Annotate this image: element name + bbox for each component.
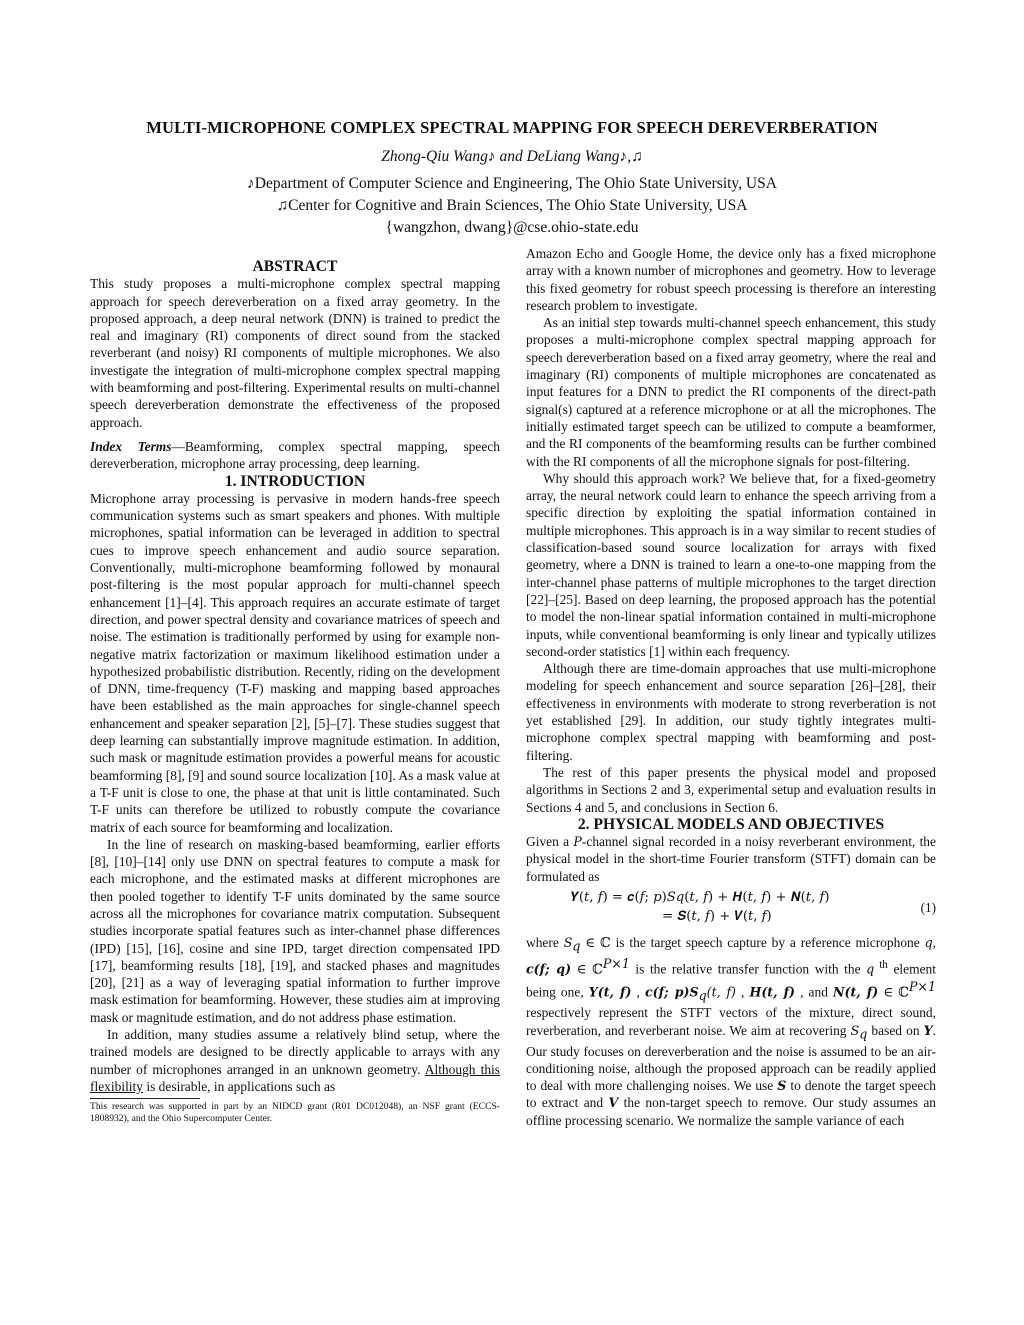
abstract-heading: ABSTRACT: [252, 258, 338, 275]
def-Sq2-sub: q: [859, 1026, 868, 1042]
def-cS-args: (t, f): [706, 984, 736, 1000]
def-q: q: [924, 934, 933, 950]
right-paragraph-5: The rest of this paper presents the physical model and proposed algorithms in Sections 2 and 3, experimental setup and evaluation results in Sections 4 and 5, and conclusions in Section 6.: [526, 764, 936, 815]
right-paragraph-2: As an initial step towards multi-channel speech enhancement, this study proposes a multi-microphone complex spectral mapping approach for speech dereverberation based on a fixed array geometry, where the real and imaginary (RI) components of multiple microphones are concatenated as input features for a DNN to predict the RI components of the direct-path signal(s) captured at a reference microphone or at all the microphones. The initially estimated target speech can be utilized to compute a beamformer, and the RI components of the beamforming results can be further combined with the RI components of all the microphone signals for post-filtering.: [526, 315, 936, 469]
right-paragraph-4: Although there are time-domain approaches that use multi-microphone modeling for speech enhancement and source separation [26]–[28], their effectiveness in environments with moderate to strong reverberation is not yet established [29]. In addition, our study tightly integrates multi-microphone complex spectral mapping with beamforming and post-filtering.: [526, 661, 936, 763]
def-cS: c(f; p)S: [644, 984, 699, 1000]
def-Y: Y(t, f): [588, 984, 632, 1000]
right-paragraph-1: Amazon Echo and Google Home, the device only has a fixed microphone array with a known number of microphones and geometry. How to leverage this fixed geometry for robust speech processing is therefore an interesting research problem to investigate.: [526, 246, 936, 313]
right-paragraph-3: Why should this approach work? We believe that, for a fixed-geometry array, the neural network could learn to enhance the speech arriving from a specific direction by exploiting the spatial information contained in multiple microphones. This approach is in a way similar to recent studies of classification-based sound source localization for arrays with fixed geometry, where a DNN is trained to learn a one-to-one mapping from the inter-channel phase patterns of multiple microphones to the target direction [22]–[25]. Based on deep learning, the proposed approach has the potential to model the non-linear spatial information contained in multi-microphone inputs, while conventional beamforming is only linear and typically utilizes second-order statistics [1] within each frequency.: [526, 470, 936, 659]
intro-p3-text: In addition, many studies assume a relatively blind setup, where the trained models are designed to be directly applicable to arrays with any number of microphones arranged in an unknown geometry.: [90, 1027, 500, 1077]
intro-paragraph-3: [90, 1026, 500, 1095]
def-V: V: [608, 1095, 619, 1111]
def-sup-1: P×1: [602, 955, 630, 971]
def-t9: , and: [795, 984, 833, 1000]
def-Sq-sub: q: [572, 938, 581, 954]
index-terms-text: —Beamforming, complex spectral mapping, speech dereverberation, microphone array processing, deep learning.: [90, 438, 500, 472]
section-2-heading: 2. PHYSICAL MODELS AND OBJECTIVES: [577, 815, 885, 833]
author-email: {wangzhon, dwang}@cse.ohio-state.edu: [385, 219, 639, 236]
intro-p3-underlined: Although this flexibility: [90, 1061, 501, 1094]
right-column: [526, 245, 936, 1129]
s2-text-a: Given a: [526, 834, 574, 850]
def-t3: ,: [932, 934, 937, 950]
s2-var-P: P: [573, 834, 582, 850]
intro-paragraph-2: In the line of research on masking-based beamforming, earlier efforts [8], [10]–[14] only use DNN on spectral features to compute a mask for each microphone, and the estimated masks at different microphones are then pooled together to identify T-F units dominated by the same source across all the microphones for covariance matrix computation. Subsequent studies incorporate spatial features such as inter-channel phase differences (IPD) [15], [16], cosine and sine IPD, target direction compensated IPD [17], beamforming results [18], [19], and stacked phases and magnitudes [20], [21] as a way of leveraging spatial information to further improve mask estimation for beamforming. However, these studies aim at improving mask or magnitude estimation, and do not address phase estimation.: [90, 836, 500, 1025]
def-t2: ∈ ℂ is the target speech capture by a reference microphone: [580, 934, 925, 950]
s2-text-b: -channel signal recorded in a noisy reverberant environment, the physical model in the short-time Fourier transform (STFT) domain can be formulated as: [526, 834, 936, 884]
paper-title: MULTI-MICROPHONE COMPLEX SPECTRAL MAPPING FOR SPEECH DEREVERBERATION: [146, 118, 878, 137]
abstract-text: This study proposes a multi-microphone complex spectral mapping approach for speech dereverberation on a fixed array geometry. In the proposed approach, a deep neural network (DNN) is trained to predict the real and imaginary (RI) components of direct sound from the stacked reverberant (and noisy) RI components of multiple microphones. We also investigate the integration of multi-microphone complex spectral mapping with beamforming and post-filtering. Experimental results on multi-channel speech dereverberation demonstrate the effectiveness of the proposed approach.: [90, 276, 500, 430]
def-t4: ∈ ℂ: [571, 961, 603, 977]
def-t10: ∈ ℂ: [878, 984, 909, 1000]
footnote-rule: [90, 1098, 200, 1099]
def-q2: q: [866, 961, 875, 977]
def-t14: to denote the target speech to extract and: [526, 1078, 936, 1111]
section-2-intro: [526, 833, 936, 885]
intro-paragraph-1: Microphone array processing is pervasive in modern hands-free speech communication systems such as smart speakers and phones. With multiple microphones, spatial information can be leveraged in addition to spectral cues to improve speech enhancement and audio source separation. Conventionally, multi-microphone beamforming followed by monaural post-filtering is the most popular approach for multi-channel speech enhancement [1]–[4]. This approach requires an accurate estimate of target direction, and power spectral density and covariance matrices of speech and noise. The estimation is traditionally performed by using for example non-negative matrix factorization or maximum likelihood estimation under a hypothesized probabilistic distribution. Recently, riding on the development of DNN, time-frequency (T-F) masking and mapping based approaches have been established as the main approaches for single-channel speech enhancement and speaker separation [2], [5]–[7]. These studies suggest that deep learning can substantially improve magnitude estimation. In addition, such mask or magnitude estimation provides a powerful means for acoustic beamforming [8], [9] and sound source localization [10]. As a mask value at a T-F unit is close to one, the phase at that unit is little contaminated. Such T-F units can therefore be utilized to robustly compute the covariance matrix of each source for beamforming and localization.: [90, 490, 500, 835]
def-Sq: S: [563, 934, 573, 950]
def-th: th: [874, 958, 888, 971]
affiliation-1: ♪Department of Computer Science and Engineering, The Ohio State University, USA: [247, 175, 777, 192]
def-t12: based on: [867, 1022, 924, 1038]
equation-line-2: = 𝑺(𝑡, 𝑓) + 𝑽(𝑡, 𝑓): [662, 908, 772, 924]
def-cS-sub: q: [698, 987, 707, 1003]
def-Sq2: S: [850, 1022, 860, 1038]
footnote: This research was supported in part by an NIDCD grant (R01 DC012048), an NSF grant (ECCS-1808932), and the Ohio Supercomputer Center.: [90, 1101, 500, 1125]
equation-1: [526, 888, 936, 928]
def-H: H(t, f): [749, 984, 795, 1000]
def-Y2: Y: [923, 1022, 933, 1038]
section-2-definitions: [526, 934, 936, 1129]
left-column: [90, 258, 500, 1125]
def-t1: where: [526, 934, 564, 950]
section-1-heading: 1. INTRODUCTION: [224, 472, 366, 490]
def-t8: ,: [735, 984, 750, 1000]
def-t5: is the relative transfer function with the: [629, 961, 867, 977]
def-S: S: [777, 1078, 787, 1094]
def-N: N(t, f): [833, 984, 879, 1000]
index-terms: [90, 438, 500, 473]
intro-p3-tail: is desirable, in applications such as: [143, 1078, 336, 1094]
def-t15: the non-target speech to remove. Our study assumes an offline processing scenario. We normalize the sample variance of each: [526, 1095, 936, 1128]
def-t6: element being one,: [526, 961, 936, 1000]
equation-line-1: 𝒀(𝑡, 𝑓) = 𝒄(𝑓; 𝑝)𝑆𝑞(𝑡, 𝑓) + 𝑯(𝑡, 𝑓) + 𝑵(𝑡, 𝑓): [571, 889, 830, 905]
index-terms-label: Index Terms: [90, 438, 172, 454]
def-sup-2: P×1: [908, 978, 936, 994]
def-t13: . Our study focuses on dereverberation and the noise is assumed to be an air-conditioning noise, although the proposed approach can be readily applied to deal with more challenging noises. We use: [526, 1022, 936, 1094]
paper-authors: Zhong-Qiu Wang♪ and DeLiang Wang♪,♫: [381, 148, 643, 165]
affiliation-2: ♫Center for Cognitive and Brain Sciences, The Ohio State University, USA: [276, 197, 748, 214]
def-t11: respectively represent the STFT vectors of the mixture, direct sound, reverberation, and reverberant noise. We aim at recovering: [526, 1005, 936, 1038]
def-c: c(f; q): [526, 961, 572, 977]
equation-number: (1): [920, 899, 936, 915]
def-t7: ,: [631, 984, 645, 1000]
